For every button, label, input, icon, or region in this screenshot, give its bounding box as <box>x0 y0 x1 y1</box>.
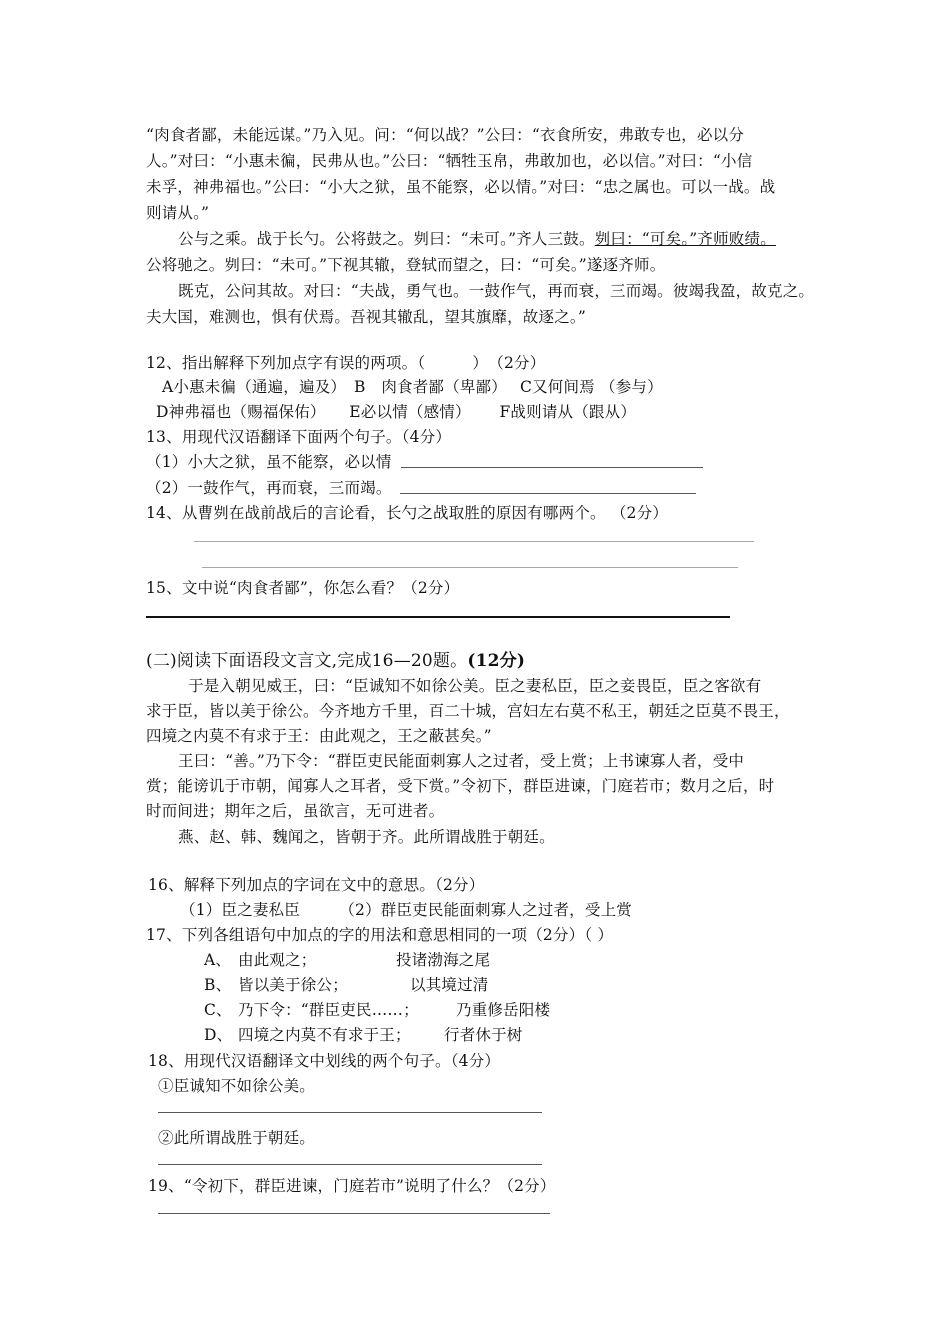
section2-heading <box>146 650 525 672</box>
q15-stem: 15、文中说“肉食者鄙”，你怎么看？（2分） <box>146 579 460 597</box>
passage1-line-4: 则请从。” <box>146 204 210 222</box>
q18-answer-line-2[interactable] <box>158 1164 542 1165</box>
q18-answer-line-1[interactable] <box>158 1112 542 1113</box>
q19-answer-line[interactable] <box>158 1213 550 1214</box>
q13-answer-line-2[interactable] <box>400 493 696 494</box>
passage1-line-1: “肉食者鄙，未能远谋。”乃入见。问：“何以战？”公曰：“衣食所安，弗敢专也，必以分 <box>146 126 745 144</box>
q14-answer-line-2[interactable] <box>202 567 738 568</box>
q17-option-b-left: 皆以美于徐公； <box>238 976 348 994</box>
q16-stem: 16、解释下列加点的字词在文中的意思。（2分） <box>148 876 485 894</box>
passage1-p2-line2: 公将驰之。刿曰：“未可。”下视其辙，登轼而望之，曰：“可矣。”遂逐齐师。 <box>146 256 666 274</box>
q17-option-d-right: 行者休于树 <box>444 1026 523 1044</box>
q12-options-row2: D神弗福也（赐福保佑） E必以情（感情） F战则请从（跟从） <box>156 403 637 421</box>
q17-option-a-letter: A、 <box>204 951 232 969</box>
q17-option-a-right: 投诸渤海之尾 <box>396 951 491 969</box>
section2-p3: 燕、赵、韩、魏闻之，皆朝于齐。此所谓战胜于朝廷。 <box>178 828 555 846</box>
section2-p2-line1: 王曰：“善。”乃下令：“群臣吏民能面刺寡人之过者，受上赏；上书谏寡人者，受中 <box>178 752 745 770</box>
passage1-paragraph-2 <box>178 228 776 250</box>
passage1-p3-line1: 既克，公问其故。对曰：“夫战，勇气也。一鼓作气，再而衰，三而竭。彼竭我盈，故克之。 <box>178 282 815 300</box>
passage1-p3-line2: 夫大国，难测也，惧有伏焉。吾视其辙乱，望其旗靡，故逐之。” <box>146 308 586 326</box>
passage1-p2-prefix: 公与之乘。战于长勺。公将鼓之。刿曰：“未可。”齐人三鼓。 <box>178 230 595 248</box>
q18-sentence-1: ①臣诚知不如徐公美。 <box>158 1077 316 1095</box>
section2-p1-line1: 于是入朝见威王，曰：“臣诚知不如徐公美。臣之妻私臣，臣之妾畏臣，臣之客欲有 <box>188 677 762 695</box>
q17-option-d-left: 四境之内莫不有求于王； <box>238 1026 411 1044</box>
section2-p1-line2: 求于臣，皆以美于徐公。今齐地方千里，百二十城，宫妇左右莫不私王，朝廷之臣莫不畏王， <box>146 702 790 720</box>
passage1-line-2: 人。”对曰：“小惠未徧，民弗从也。”公曰：“牺牲玉帛，弗敢加也，必以信。”对曰：“小信 <box>146 152 753 170</box>
q16-items: （1）臣之妻私臣 （2）群臣吏民能面刺寡人之过者，受上赏 <box>180 901 632 919</box>
q13-answer-line-1[interactable] <box>401 467 703 468</box>
passage1-p2-underlined: 刿曰：“可矣。”齐师败绩。 <box>594 230 776 248</box>
q14-answer-line-1[interactable] <box>194 541 754 542</box>
q13-sentence-1: （1）小大之狱，虽不能察，必以情 <box>146 453 392 471</box>
section2-p2-line3: 时而间进；期年之后，虽欲言，无可进者。 <box>146 802 445 820</box>
q17-option-b-right: 以其境过清 <box>410 976 489 994</box>
q15-answer-line[interactable] <box>146 616 730 618</box>
section2-heading-text: (二)阅读下面语段文言文,完成16—20题。 <box>146 651 468 671</box>
section2-p2-line2: 赏；能谤讥于市朝，闻寡人之耳者，受下赏。”令初下，群臣进谏，门庭若市；数月之后，时 <box>146 777 775 795</box>
q17-option-a-left: 由此观之； <box>238 951 317 969</box>
q13-sentence-2: （2）一鼓作气，再而衰，三而竭。 <box>146 479 392 497</box>
q17-option-d-letter: D、 <box>204 1026 233 1044</box>
q17-stem: 17、下列各组语句中加点的字的用法和意思相同的一项（2分）（ ） <box>146 926 614 944</box>
q14-stem: 14、从曹刿在战前战后的言论看，长勺之战取胜的原因有哪两个。 （2分） <box>146 504 669 522</box>
q17-option-b-letter: B、 <box>204 976 232 994</box>
q12-options-row1: A小惠未徧（通遍，遍及） B 肉食者鄙（卑鄙） C又何间焉 （参与） <box>162 378 663 396</box>
q17-option-c-right: 乃重修岳阳楼 <box>456 1001 551 1019</box>
q17-option-c-left: 乃下令：“群臣吏民……； <box>238 1001 419 1019</box>
q19-stem: 19、“令初下，群臣进谏，门庭若市”说明了什么？（2分） <box>148 1177 556 1195</box>
section2-p1-line3: 四境之内莫不有求于王：由此观之，王之蔽甚矣。” <box>146 727 492 745</box>
q18-stem: 18、用现代汉语翻译文中划线的两个句子。（4分） <box>148 1052 501 1070</box>
section2-heading-points: (12分) <box>467 651 526 671</box>
q12-stem: 12、指出解释下列加点字有误的两项。（ ） （2分） <box>146 354 546 372</box>
passage1-line-3: 未孚，神弗福也。”公曰：“小大之狱，虽不能察，必以情。”对曰：“忠之属也。可以一战。战 <box>146 178 776 196</box>
q17-option-c-letter: C、 <box>204 1001 232 1019</box>
q13-stem: 13、用现代汉语翻译下面两个句子。（4分） <box>146 428 452 446</box>
q18-sentence-2: ②此所谓战胜于朝廷。 <box>158 1129 316 1147</box>
